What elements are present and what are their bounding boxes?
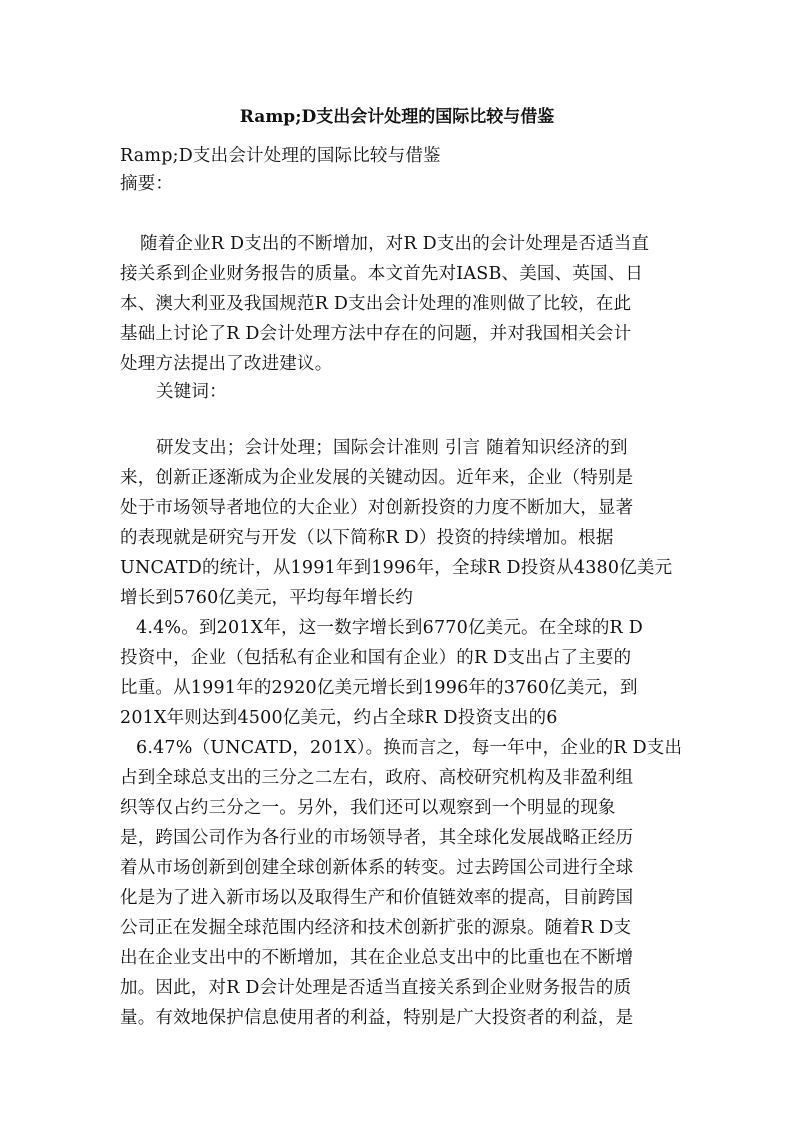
body-line: 处于市场领导者地位的大企业）对创新投资的力度不断加大，显著 (120, 498, 634, 518)
abstract-line: 处理方法提出了改进建议。 (120, 354, 333, 374)
body-line: 占到全球总支出的三分之二左右，政府、高校研究机构及非盈利组 (120, 768, 634, 788)
abstract-line: 本、澳大利亚及我国规范R D支出会计处理的准则做了比较，在此 (120, 294, 632, 314)
body-line: 研发支出；会计处理；国际会计准则 引言 随着知识经济的到 (156, 438, 628, 458)
abstract-line: 接关系到企业财务报告的质量。本文首先对IASB、美国、英国、日 (120, 264, 644, 284)
document-subtitle: Ramp;D支出会计处理的国际比较与借鉴 (120, 146, 441, 166)
body-line: 织等仅占约三分之一。另外，我们还可以观察到一个明显的现象 (120, 798, 616, 818)
keywords-label: 关键词： (156, 382, 227, 402)
body-line: 出在企业支出中的不断增加，其在企业总支出中的比重也在不断增 (120, 948, 634, 968)
body-line: 量。有效地保护信息使用者的利益，特别是广大投资者的利益，是 (120, 1008, 634, 1028)
body-line: 来，创新正逐渐成为企业发展的关键动因。近年来，企业（特别是 (120, 468, 634, 488)
body-line: 化是为了进入新市场以及取得生产和价值链效率的提高，目前跨国 (120, 888, 634, 908)
body-line: 加。因此，对R D会计处理是否适当直接关系到企业财务报告的质 (120, 978, 632, 998)
body-line: 投资中，企业（包括私有企业和国有企业）的R D支出占了主要的 (120, 648, 632, 668)
body-line: 着从市场创新到创建全球创新体系的转变。过去跨国公司进行全球 (120, 858, 634, 878)
body-line: 4.4%。到201X年，这一数字增长到6770亿美元。在全球的R D (136, 618, 643, 638)
body-line: 的表现就是研究与开发（以下简称R D）投资的持续增加。根据 (120, 528, 614, 548)
abstract-label: 摘要： (120, 174, 174, 194)
body-line: UNCATD的统计，从1991年到1996年，全球R D投资从4380亿美元 (120, 558, 673, 578)
body-line: 增长到5760亿美元，平均每年增长约 (120, 588, 414, 608)
abstract-line: 随着企业R D支出的不断增加，对R D支出的会计处理是否适当直 (140, 234, 650, 254)
body-line: 比重。从1991年的2920亿美元增长到1996年的3760亿美元，到 (120, 678, 638, 698)
body-line: 公司正在发掘全球范围内经济和技术创新扩张的源泉。随着R D支 (120, 918, 632, 938)
document-title: Ramp;D支出会计处理的国际比较与借鉴 (239, 107, 555, 127)
body-line: 6.47%（UNCATD，201X）。换而言之，每一年中，企业的R D支出 (136, 738, 683, 758)
abstract-line: 基础上讨论了R D会计处理方法中存在的问题，并对我国相关会计 (120, 324, 632, 344)
body-line: 201X年则达到4500亿美元，约占全球R D投资支出的6 (120, 708, 558, 728)
body-line: 是，跨国公司作为各行业的市场领导者，其全球化发展战略正经历 (120, 828, 634, 848)
